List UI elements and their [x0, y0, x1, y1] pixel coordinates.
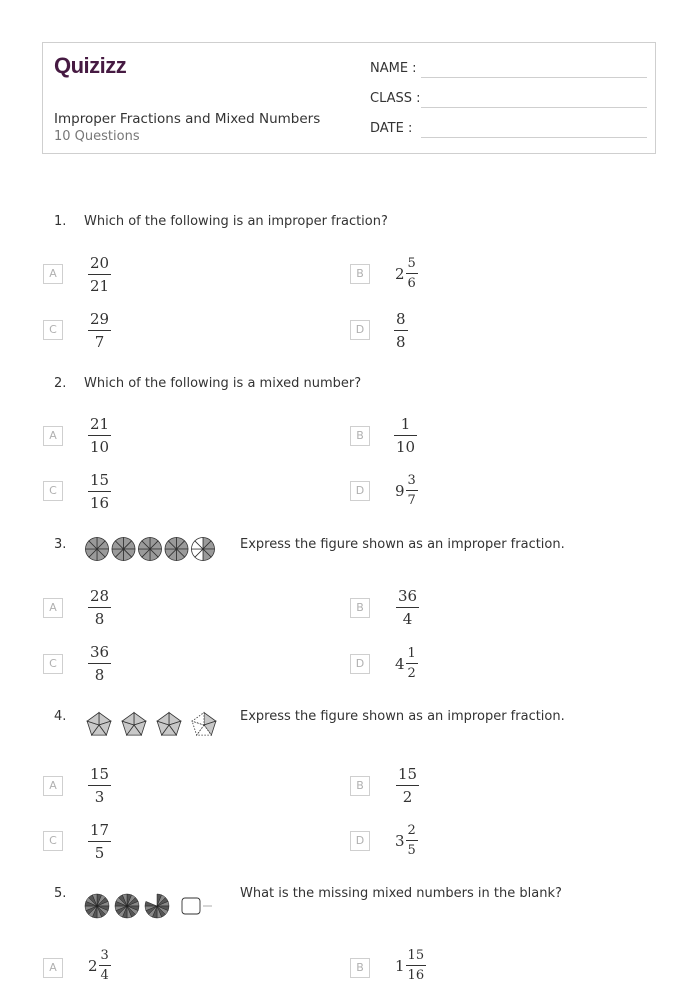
numerator: 1	[400, 415, 411, 433]
whole-part: 2	[88, 956, 98, 975]
option-d-box[interactable]: D	[350, 654, 370, 674]
option-a-box[interactable]: A	[43, 598, 63, 618]
circle-shape	[165, 538, 188, 561]
circle-shape	[192, 538, 215, 561]
option-b-box[interactable]: B	[350, 426, 370, 446]
circle-shape	[85, 894, 109, 918]
denominator: 8	[396, 333, 406, 351]
numerator: 28	[90, 587, 110, 605]
circle-shape	[112, 538, 135, 561]
name-label: NAME :	[370, 61, 417, 76]
denominator: 4	[402, 610, 413, 628]
blank-answer-box	[182, 898, 200, 914]
denominator: 7	[407, 493, 416, 508]
denominator: 7	[94, 333, 105, 351]
denominator: 16	[407, 968, 425, 983]
whole-part: 2	[395, 264, 405, 283]
denominator: 8	[94, 610, 105, 628]
option-a-box[interactable]: A	[43, 264, 63, 284]
denominator: 6	[407, 276, 416, 291]
option-d-box[interactable]: D	[350, 320, 370, 340]
name-line[interactable]	[421, 77, 647, 78]
option-c-box[interactable]: C	[43, 320, 63, 340]
numerator: 3	[407, 473, 416, 488]
pentagon-fractions-figure	[84, 708, 224, 740]
option-b-box[interactable]: B	[350, 958, 370, 978]
denominator: 2	[407, 666, 416, 681]
option-a-box[interactable]: A	[43, 426, 63, 446]
option-c-fraction	[88, 821, 111, 862]
circle-shape	[115, 894, 139, 918]
denominator: 10	[90, 438, 110, 456]
option-d-mixed-number	[395, 473, 418, 508]
option-a-mixed-number	[88, 948, 111, 983]
question-text: Express the figure shown as an improper fraction.	[240, 709, 565, 724]
mixed-number-figure	[84, 892, 216, 920]
circle-shape	[145, 894, 169, 918]
class-label: CLASS :	[370, 91, 421, 106]
numerator: 2	[407, 823, 416, 838]
option-b-box[interactable]: B	[350, 776, 370, 796]
numerator: 3	[100, 948, 109, 963]
whole-part: 9	[395, 481, 405, 500]
option-a-fraction	[88, 587, 111, 628]
numerator: 5	[407, 256, 416, 271]
option-b-box[interactable]: B	[350, 598, 370, 618]
denominator: 3	[94, 788, 105, 806]
numerator: 15	[90, 471, 110, 489]
option-d-box[interactable]: D	[350, 831, 370, 851]
option-d-mixed-number	[395, 823, 418, 858]
option-a-fraction	[88, 415, 111, 456]
numerator: 36	[398, 587, 418, 605]
worksheet-title: Improper Fractions and Mixed Numbers	[54, 111, 321, 127]
question-count: 10 Questions	[54, 129, 140, 144]
question-text: What is the missing mixed numbers in the blank?	[240, 886, 562, 901]
option-d-mixed-number	[395, 646, 418, 681]
option-a-box[interactable]: A	[43, 958, 63, 978]
option-a-fraction	[88, 254, 111, 295]
pentagon-shape	[87, 713, 111, 736]
option-c-fraction	[88, 310, 111, 351]
worksheet-header	[42, 42, 656, 154]
option-b-fraction	[394, 415, 417, 456]
numerator: 1	[407, 646, 416, 661]
question-number: 5.	[54, 886, 67, 901]
circle-shape	[86, 538, 109, 561]
pentagon-shape	[122, 713, 146, 736]
numerator: 15	[90, 765, 110, 783]
numerator: 8	[396, 310, 406, 328]
question-number: 2.	[54, 376, 67, 391]
option-c-box[interactable]: C	[43, 654, 63, 674]
numerator: 15	[407, 948, 425, 963]
pentagon-shape	[192, 713, 216, 736]
question-text: Express the figure shown as an improper fraction.	[240, 537, 565, 552]
denominator: 2	[402, 788, 413, 806]
option-b-fraction	[396, 765, 419, 806]
option-c-box[interactable]: C	[43, 831, 63, 851]
quizizz-logo: Quizizz	[54, 53, 127, 78]
whole-part: 4	[395, 654, 405, 673]
whole-part: 1	[395, 956, 405, 975]
question-text: Which of the following is an improper fraction?	[84, 214, 388, 229]
denominator: 21	[90, 277, 110, 295]
pentagon-shape	[157, 713, 181, 736]
question-number: 4.	[54, 709, 67, 724]
option-a-box[interactable]: A	[43, 776, 63, 796]
option-b-fraction	[396, 587, 419, 628]
circle-fractions-figure	[84, 535, 220, 563]
class-line[interactable]	[421, 107, 647, 108]
question-number: 3.	[54, 537, 67, 552]
numerator: 20	[90, 254, 110, 272]
circle-shape	[139, 538, 162, 561]
option-b-mixed-number	[395, 256, 418, 291]
date-line[interactable]	[421, 137, 647, 138]
option-b-box[interactable]: B	[350, 264, 370, 284]
numerator: 29	[90, 310, 110, 328]
option-b-mixed-number	[395, 948, 426, 983]
whole-part: 3	[395, 831, 405, 850]
question-text: Which of the following is a mixed number?	[84, 376, 362, 391]
option-d-fraction	[394, 310, 408, 351]
numerator: 15	[398, 765, 418, 783]
option-c-fraction	[88, 471, 111, 512]
option-c-box[interactable]: C	[43, 481, 63, 501]
numerator: 17	[90, 821, 110, 839]
denominator: 5	[407, 843, 416, 858]
denominator: 4	[100, 968, 109, 983]
denominator: 8	[94, 666, 105, 684]
option-c-fraction	[88, 643, 111, 684]
denominator: 10	[396, 438, 416, 456]
denominator: 5	[94, 844, 105, 862]
question-number: 1.	[54, 214, 67, 229]
date-label: DATE :	[370, 121, 413, 136]
option-d-box[interactable]: D	[350, 481, 370, 501]
option-a-fraction	[88, 765, 111, 806]
numerator: 21	[90, 415, 110, 433]
denominator: 16	[90, 494, 110, 512]
numerator: 36	[90, 643, 110, 661]
